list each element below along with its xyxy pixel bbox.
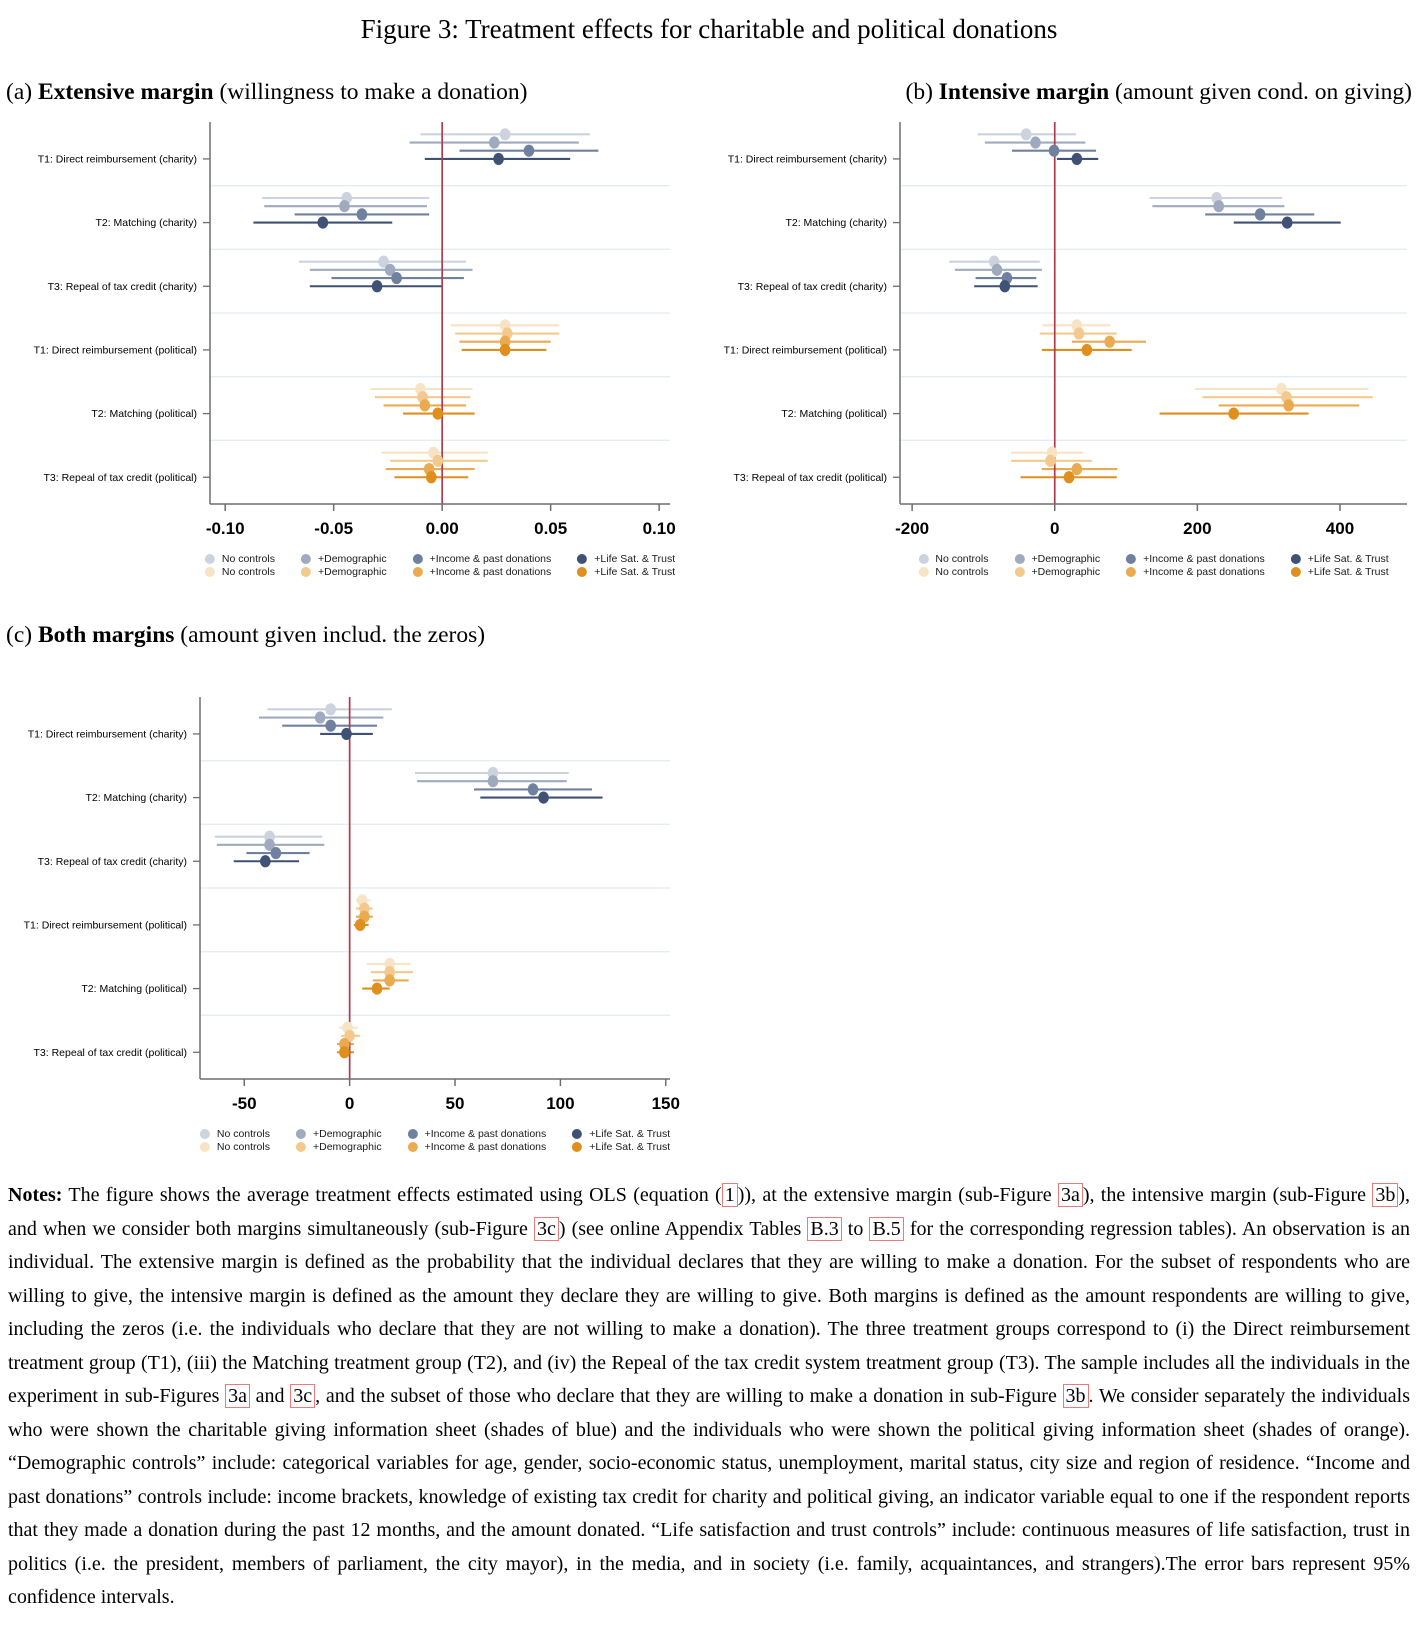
- category-label: T2: Matching (charity): [785, 217, 887, 230]
- legend-swatch: [1126, 567, 1136, 577]
- legend-label: +Demographic: [312, 1128, 382, 1140]
- legend-a: [205, 553, 675, 578]
- caption-c-prefix: (c): [6, 622, 38, 648]
- legend-item: [200, 1141, 270, 1153]
- x-tick-label: 0.10: [642, 519, 676, 538]
- estimate-point: [528, 783, 539, 795]
- legend-label: +Income & past donations: [429, 566, 552, 578]
- category-label: T3: Repeal of tax credit (charity): [47, 280, 197, 293]
- category-label: T2: Matching (political): [91, 408, 197, 421]
- estimate-point: [384, 974, 395, 986]
- x-tick-label: 0: [1050, 519, 1060, 538]
- estimate-point: [538, 791, 549, 803]
- estimate-point: [271, 847, 282, 859]
- category-label: T3: Repeal of tax credit (charity): [737, 280, 887, 293]
- reference-link[interactable]: 3c: [534, 1217, 559, 1241]
- reference-link[interactable]: 3b: [1063, 1384, 1089, 1408]
- legend-item: [413, 566, 552, 578]
- chart-intensive-margin: [690, 116, 1418, 578]
- estimate-point: [260, 855, 271, 867]
- estimate-point: [318, 216, 329, 228]
- estimate-point: [357, 208, 368, 220]
- legend-label: +Income & past donations: [1143, 566, 1265, 578]
- coefficient-plot-a: [0, 116, 690, 547]
- estimate-point: [500, 344, 511, 356]
- legend-item: [577, 566, 675, 578]
- legend-item: [1014, 566, 1100, 578]
- legend-swatch: [413, 554, 423, 564]
- notes-text: and: [249, 1385, 291, 1407]
- legend-swatch: [918, 567, 928, 577]
- caption-b-bold: Intensive margin: [938, 79, 1110, 105]
- notes-text: to: [841, 1217, 870, 1240]
- estimate-point: [1282, 216, 1293, 228]
- legend-label: +Demographic: [1031, 553, 1101, 565]
- coefficient-plot-c: [0, 691, 690, 1122]
- legend-item: [296, 1128, 382, 1140]
- caption-b-rest: (amount given cond. on giving): [1109, 79, 1412, 105]
- legend-label: No controls: [221, 553, 275, 565]
- coefficient-plot-b: [690, 116, 1418, 547]
- figure-notes: [8, 1179, 1410, 1615]
- caption-a-rest: (willingness to make a donation): [213, 79, 528, 105]
- legend-swatch: [296, 1142, 306, 1152]
- x-tick-label: 0: [344, 1094, 355, 1113]
- category-label: T2: Matching (political): [781, 408, 887, 421]
- estimate-point: [992, 264, 1003, 276]
- notes-text: ), the intensive margin (sub-Figure: [1082, 1184, 1373, 1206]
- category-label: T3: Repeal of tax credit (political): [33, 1046, 187, 1059]
- legend-swatch: [1014, 567, 1024, 577]
- notes-text: , and the subset of those who declare that they are willing to make a donation in sub-Figure: [315, 1385, 1063, 1407]
- legend-swatch: [577, 567, 587, 577]
- x-tick-label: 100: [546, 1094, 575, 1113]
- legend-swatch: [301, 554, 311, 564]
- legend-label: +Life Sat. & Trust: [589, 1141, 671, 1153]
- estimate-point: [325, 703, 336, 715]
- caption-a-prefix: (a): [6, 79, 38, 105]
- coefficient-plot: [0, 691, 684, 1117]
- notes-text: The figure shows the average treatment effects estimated using OLS (equation (: [62, 1184, 722, 1206]
- legend-item: [1126, 566, 1265, 578]
- legend-swatch: [296, 1129, 306, 1139]
- legend-b: [918, 553, 1388, 578]
- legend-label: +Demographic: [317, 553, 387, 565]
- legend-item: [205, 553, 275, 565]
- category-label: T3: Repeal of tax credit (political): [733, 471, 887, 484]
- estimate-point: [433, 407, 444, 419]
- legend-item: [408, 1141, 547, 1153]
- estimate-point: [1213, 200, 1224, 212]
- estimate-point: [339, 1046, 350, 1058]
- legend-item: [1014, 553, 1100, 565]
- legend-swatch: [205, 567, 215, 577]
- reference-link[interactable]: B.3: [807, 1217, 841, 1241]
- category-label: T3: Repeal of tax credit (charity): [37, 855, 187, 868]
- legend-label: +Income & past donations: [424, 1141, 547, 1153]
- category-label: T1: Direct reimbursement (charity): [727, 153, 887, 166]
- bottom-charts-row: [0, 691, 1418, 1153]
- estimate-point: [1283, 399, 1294, 411]
- caption-b-prefix: (b): [905, 79, 939, 105]
- estimate-point: [433, 455, 444, 467]
- estimate-point: [1021, 128, 1032, 140]
- category-label: T2: Matching (charity): [85, 792, 187, 805]
- legend-label: +Demographic: [317, 566, 387, 578]
- legend-swatch: [301, 567, 311, 577]
- legend-item: [200, 1128, 270, 1140]
- legend-swatch: [572, 1142, 582, 1152]
- legend-item: [1291, 553, 1389, 565]
- x-tick-label: -200: [895, 519, 930, 538]
- legend-label: +Demographic: [312, 1141, 382, 1153]
- legend-item: [1291, 566, 1389, 578]
- legend-item: [408, 1128, 547, 1140]
- category-label: T2: Matching (political): [81, 983, 187, 996]
- legend-label: +Income & past donations: [1143, 553, 1265, 565]
- legend-label: +Income & past donations: [424, 1128, 547, 1140]
- panel-captions-row: [0, 79, 1418, 106]
- estimate-point: [1030, 136, 1041, 148]
- x-tick-label: -50: [231, 1094, 257, 1113]
- legend-item: [296, 1141, 382, 1153]
- estimate-point: [488, 775, 499, 787]
- chart-extensive-margin: [0, 116, 690, 578]
- estimate-point: [1072, 463, 1083, 475]
- estimate-point: [1064, 471, 1075, 483]
- legend-label: No controls: [216, 1128, 270, 1140]
- legend-item: [301, 553, 387, 565]
- legend-item: [1126, 553, 1265, 565]
- legend-swatch: [1291, 554, 1301, 564]
- legend-swatch: [408, 1129, 418, 1139]
- category-label: T3: Repeal of tax credit (political): [43, 471, 197, 484]
- x-tick-label: 150: [651, 1094, 680, 1113]
- notes-text: ), and when we consider both margins simultaneously (sub-Figure: [8, 1184, 1410, 1240]
- reference-link[interactable]: 3a: [225, 1384, 250, 1408]
- x-tick-label: -0.10: [205, 519, 245, 538]
- legend-label: No controls: [935, 553, 989, 565]
- reference-link[interactable]: 3c: [290, 1384, 315, 1408]
- estimate-point: [500, 128, 511, 140]
- caption-a-bold: Extensive margin: [37, 79, 214, 105]
- estimate-point: [372, 280, 383, 292]
- x-tick-label: 0.05: [534, 519, 568, 538]
- notes-lead: Notes:: [8, 1184, 63, 1206]
- legend-label: No controls: [221, 566, 275, 578]
- legend-swatch: [1014, 554, 1024, 564]
- category-label: T1: Direct reimbursement (charity): [37, 153, 197, 166]
- x-tick-label: 400: [1325, 519, 1355, 538]
- caption-c-rest: (amount given includ. the zeros): [174, 622, 486, 648]
- coefficient-plot: [0, 116, 684, 542]
- notes-text: for the corresponding regression tables). An observation is an individual. The extensive margin is defined as the probability that the individual declares that they are willing to make a donation. For the subset of respondents who are willing to give, the intensive margin is defined as the amount they declare they are willing to give. Both margins is defined as the amount respondents are willing to give, including the zeros (i.e. the individuals who declare that they are not willing to make a donation). The three treatment groups correspond to (i) the Direct reimbursement treatment group (T1), (iii) the Matching treatment group (T2), and (iv) the Repeal of the tax credit system treatment group (T3). The sample includes all the individuals in the experiment in sub-Figures: [8, 1217, 1411, 1407]
- legend-label: +Life Sat. & Trust: [594, 553, 676, 565]
- reference-link[interactable]: 3b: [1372, 1183, 1398, 1207]
- reference-link[interactable]: 3a: [1058, 1183, 1083, 1207]
- legend-item: [918, 566, 988, 578]
- legend-swatch: [200, 1129, 210, 1139]
- legend-label: +Income & past donations: [429, 553, 552, 565]
- estimate-point: [426, 471, 437, 483]
- legend-swatch: [1291, 567, 1301, 577]
- top-charts-row: [0, 116, 1418, 578]
- estimate-point: [341, 728, 352, 740]
- legend-item: [572, 1141, 670, 1153]
- legend-swatch: [413, 567, 423, 577]
- category-label: T1: Direct reimbursement (political): [23, 919, 187, 932]
- legend-swatch: [200, 1142, 210, 1152]
- estimate-point: [1072, 153, 1083, 165]
- legend-item: [205, 566, 275, 578]
- legend-item: [301, 566, 387, 578]
- legend-swatch: [918, 554, 928, 564]
- legend-item: [577, 553, 675, 565]
- estimate-point: [489, 136, 500, 148]
- legend-swatch: [408, 1142, 418, 1152]
- category-label: T1: Direct reimbursement (charity): [27, 728, 187, 741]
- legend-swatch: [572, 1129, 582, 1139]
- estimate-point: [355, 919, 366, 931]
- legend-item: [572, 1128, 670, 1140]
- estimate-point: [315, 711, 326, 723]
- estimate-point: [524, 145, 535, 157]
- estimate-point: [339, 200, 350, 212]
- estimate-point: [1000, 280, 1011, 292]
- estimate-point: [1045, 455, 1056, 467]
- legend-swatch: [1126, 554, 1136, 564]
- legend-label: +Demographic: [1031, 566, 1101, 578]
- caption-c-bold: Both margins: [37, 622, 175, 648]
- panel-caption-a: [6, 79, 528, 106]
- estimate-point: [1074, 327, 1085, 339]
- legend-swatch: [577, 554, 587, 564]
- chart-both-margins: [0, 691, 690, 1153]
- x-tick-label: 0.00: [425, 519, 459, 538]
- x-tick-label: 50: [445, 1094, 465, 1113]
- legend-swatch: [205, 554, 215, 564]
- legend-item: [918, 553, 988, 565]
- estimate-point: [420, 399, 431, 411]
- estimate-point: [1255, 208, 1266, 220]
- estimate-point: [391, 272, 402, 284]
- notes-text: . We consider separately the individuals who were shown the charitable giving information sheet (shades of blue) and the individuals who were shown the political giving information sheet (shades of orange). “Demographic controls” include: categorical variables for age, gender, socio-economic status, unemployment, marital status, city size and region of residence. “Income and past donations” controls include: income brackets, knowledge of existing tax credit for charity and political giving, an indicator variable equal to one if the respondent reports that they made a donation during the past 12 months, and the amount donated. “Life satisfaction and trust controls” include: continuous measures of life satisfaction, trust in politics (i.e. the president, members of parliament, the city mayor), in the media, and in society (i.e. family, acquaintances, and strangers).The error bars represent 95% confidence intervals.: [8, 1385, 1410, 1608]
- legend-label: No controls: [935, 566, 989, 578]
- legend-label: +Life Sat. & Trust: [594, 566, 676, 578]
- legend-label: +Life Sat. & Trust: [1307, 553, 1389, 565]
- legend-label: No controls: [216, 1141, 270, 1153]
- estimate-point: [493, 153, 504, 165]
- figure-title: Figure 3: Treatment effects for charitable and political donations: [360, 14, 1058, 44]
- estimate-point: [325, 720, 336, 732]
- x-tick-label: -0.05: [314, 519, 354, 538]
- x-tick-label: 200: [1183, 519, 1212, 538]
- estimate-point: [1104, 336, 1115, 348]
- legend-label: +Life Sat. & Trust: [589, 1128, 671, 1140]
- panel-caption-b: [906, 79, 1413, 106]
- estimate-point: [1082, 344, 1093, 356]
- estimate-point: [372, 982, 383, 994]
- notes-text: ) (see online Appendix Tables: [558, 1217, 808, 1240]
- legend-label: +Life Sat. & Trust: [1307, 566, 1389, 578]
- panel-caption-c: [0, 622, 1418, 649]
- estimate-point: [1049, 145, 1060, 157]
- coefficient-plot: [690, 116, 1418, 542]
- category-label: T1: Direct reimbursement (political): [33, 344, 197, 357]
- category-label: T2: Matching (charity): [95, 217, 197, 230]
- estimate-point: [1228, 407, 1239, 419]
- category-label: T1: Direct reimbursement (political): [723, 344, 887, 357]
- notes-text: )), at the extensive margin (sub-Figure: [737, 1184, 1058, 1206]
- legend-item: [413, 553, 552, 565]
- reference-link[interactable]: 1: [722, 1183, 738, 1207]
- reference-link[interactable]: B.5: [869, 1217, 903, 1241]
- legend-c: [200, 1128, 670, 1153]
- figure-page: [0, 14, 1418, 1615]
